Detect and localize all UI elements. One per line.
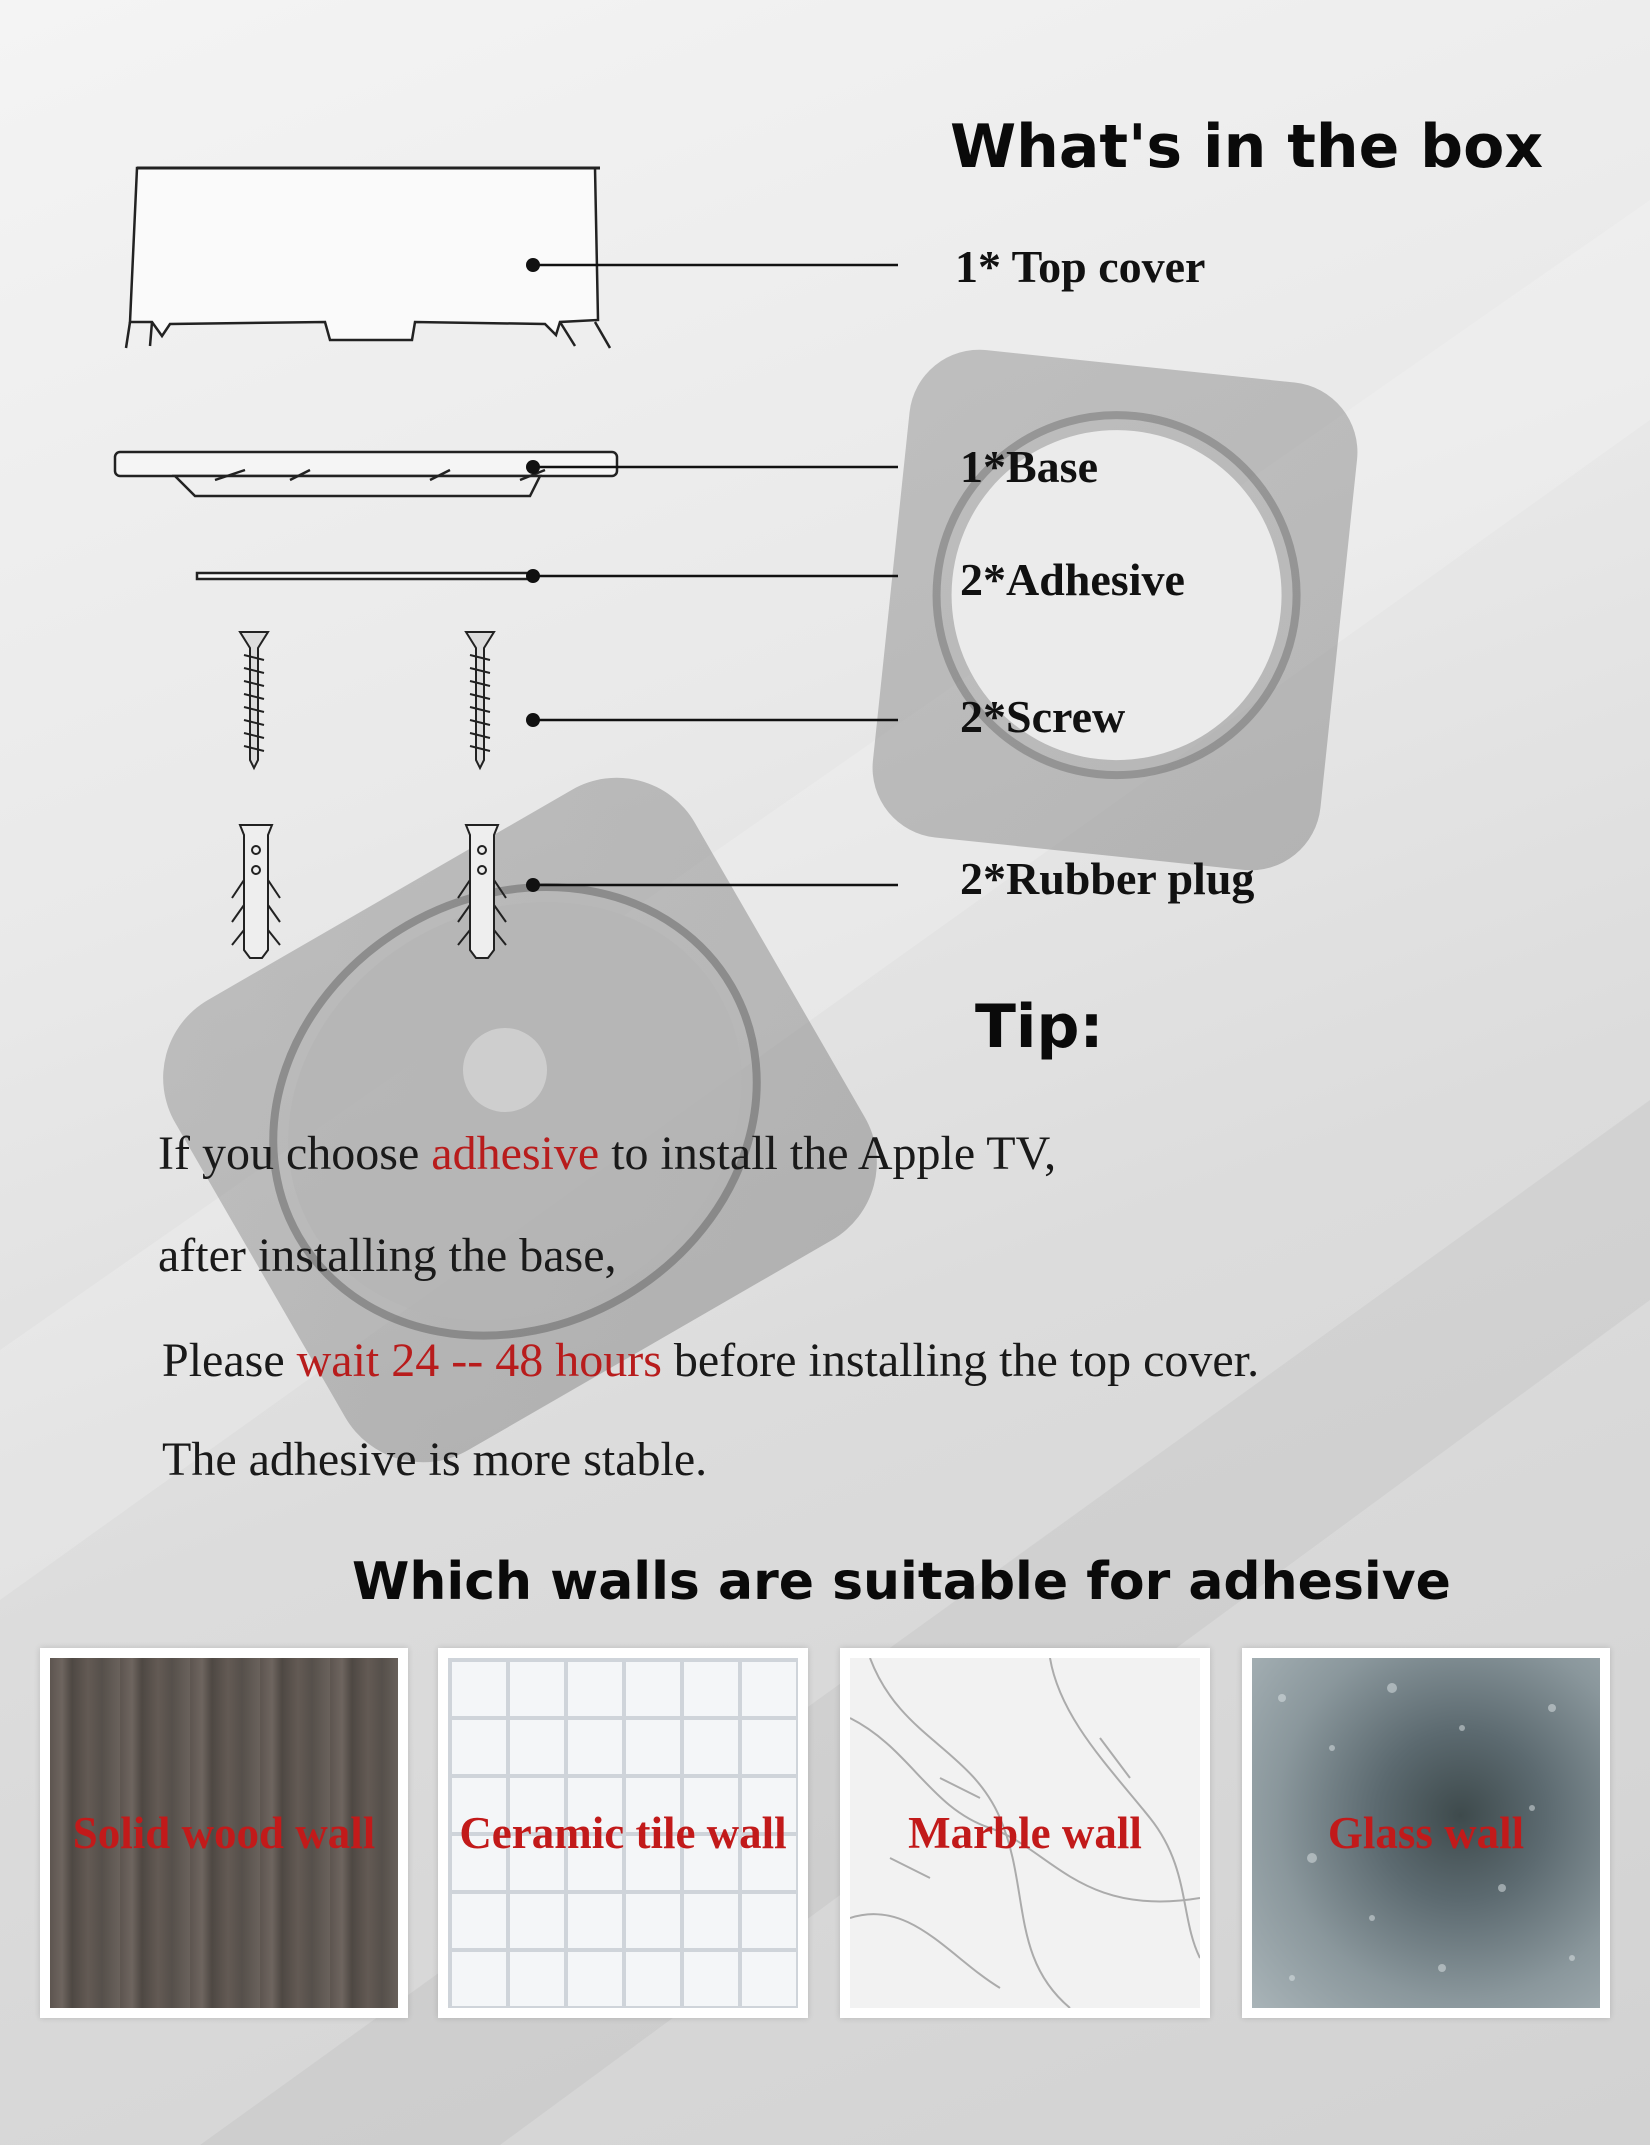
base-drawing — [115, 452, 617, 496]
item-base: 1*Base — [960, 441, 1098, 492]
top-cover-drawing — [126, 168, 610, 348]
wall-label: Marble wall — [908, 1808, 1142, 1858]
tip-title: Tip: — [975, 992, 1104, 1062]
tip-highlight-wait: wait 24 -- 48 hours — [296, 1334, 662, 1387]
box-title: What's in the box — [950, 112, 1544, 182]
wall-label: Ceramic tile wall — [459, 1808, 787, 1858]
wall-tile-ceramic — [438, 1648, 808, 2018]
item-top-cover: 1* Top cover — [955, 241, 1206, 292]
wall-tile-wood — [40, 1648, 408, 2018]
adhesive-drawing — [197, 573, 537, 579]
wall-tile-glass — [1242, 1648, 1610, 2018]
tip-line-1: If you choose adhesive to install the Apple TV, — [158, 1127, 1057, 1180]
walls-title: Which walls are suitable for adhesive — [352, 1552, 1451, 1612]
screw-drawing — [240, 632, 494, 768]
tip-line-2: after installing the base, — [158, 1229, 617, 1282]
item-rubber-plug: 2*Rubber plug — [960, 853, 1255, 904]
tip-highlight-adhesive: adhesive — [431, 1127, 600, 1180]
wall-label: Solid wood wall — [72, 1808, 376, 1858]
item-screw: 2*Screw — [960, 691, 1126, 742]
tip-line-4: The adhesive is more stable. — [162, 1433, 708, 1486]
tip-line-3: Please wait 24 -- 48 hours before installing the top cover. — [162, 1334, 1260, 1387]
rubber-plug-drawing — [232, 825, 506, 958]
parts-diagram — [0, 0, 1650, 1000]
wall-tile-marble — [840, 1648, 1210, 2018]
wall-label: Glass wall — [1327, 1808, 1525, 1858]
item-adhesive: 2*Adhesive — [960, 554, 1185, 605]
